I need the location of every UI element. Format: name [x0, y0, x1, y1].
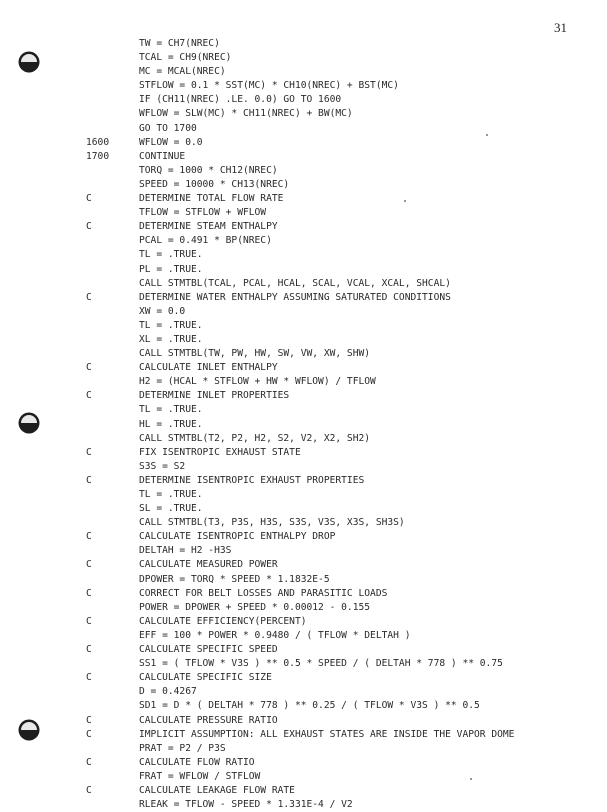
statement-text: SPEED = 10000 * CH13(NREC) [139, 178, 290, 190]
statement-label: 1600 [86, 136, 110, 148]
code-line [0, 784, 607, 798]
comment-text: IMPLICIT ASSUMPTION: ALL EXHAUST STATES ARE INSIDE THE VAPOR DOME [139, 728, 515, 740]
statement-text: TFLOW = STFLOW + WFLOW [139, 207, 267, 219]
code-line [0, 573, 607, 587]
code-line [0, 615, 607, 629]
comment-marker: C [86, 728, 92, 740]
code-line [0, 164, 607, 178]
code-line [0, 277, 607, 291]
comment-marker: C [86, 559, 92, 571]
comment-text: CALCULATE FLOW RATIO [139, 756, 255, 768]
code-line [0, 587, 607, 601]
code-line [0, 798, 607, 812]
code-line [0, 474, 607, 488]
statement-text: EFF = 100 * POWER * 0.9480 / ( TFLOW * DELTAH ) [139, 629, 411, 641]
code-line [0, 403, 607, 417]
statement-text: STFLOW = 0.1 * SST(MC) * CH10(NREC) + BST(MC) [139, 80, 399, 92]
comment-marker: C [86, 474, 92, 486]
code-line [0, 375, 607, 389]
code-line [0, 389, 607, 403]
statement-text: PCAL = 0.491 * BP(NREC) [139, 235, 272, 247]
statement-text: TORQ = 1000 * CH12(NREC) [139, 164, 278, 176]
comment-marker: C [86, 672, 92, 684]
statement-text: WFLOW = 0.0 [139, 136, 203, 148]
code-line [0, 770, 607, 784]
statement-text: HL = .TRUE. [139, 418, 203, 430]
comment-text: CALCULATE LEAKAGE FLOW RATE [139, 784, 295, 796]
statement-text: SD1 = D * ( DELTAH * 778 ) ** 0.25 / ( TFLOW * V3S ) ** 0.5 [139, 700, 480, 712]
comment-marker: C [86, 193, 92, 205]
statement-text: WFLOW = SLW(MC) * CH11(NREC) + BW(MC) [139, 108, 353, 120]
statement-text: TCAL = CH9(NREC) [139, 52, 232, 64]
code-line [0, 657, 607, 671]
statement-text: H2 = (HCAL * STFLOW + HW * WFLOW) / TFLOW [139, 376, 376, 388]
statement-text: D = 0.4267 [139, 686, 197, 698]
comment-text: DETERMINE TOTAL FLOW RATE [139, 193, 284, 205]
statement-text: TL = .TRUE. [139, 404, 203, 416]
code-line [0, 601, 607, 615]
code-line [0, 629, 607, 643]
code-line [0, 122, 607, 136]
code-line [0, 756, 607, 770]
statement-text: TL = .TRUE. [139, 489, 203, 500]
code-listing [0, 37, 607, 812]
code-line [0, 319, 607, 333]
comment-marker: C [86, 714, 92, 726]
code-line [0, 488, 607, 502]
comment-text: DETERMINE ISENTROPIC EXHAUST PROPERTIES [139, 474, 365, 486]
statement-text: RLEAK = TFLOW - SPEED * 1.331E-4 / V2 [139, 799, 353, 811]
code-line [0, 460, 607, 474]
comment-text: DETERMINE WATER ENTHALPY ASSUMING SATURATED CONDITIONS [139, 291, 451, 303]
comment-marker: C [86, 291, 92, 303]
statement-text: FRAT = WFLOW / STFLOW [139, 770, 261, 782]
comment-text: CALCULATE EFFICIENCY(PERCENT) [139, 615, 307, 627]
comment-text: CORRECT FOR BELT LOSSES AND PARASITIC LOADS [139, 587, 388, 599]
statement-text: PL = .TRUE. [139, 263, 203, 275]
comment-marker: C [86, 221, 92, 233]
code-line [0, 558, 607, 572]
comment-marker: C [86, 390, 92, 402]
code-line [0, 502, 607, 516]
statement-text: TL = .TRUE. [139, 319, 203, 331]
comment-marker: C [86, 644, 92, 656]
statement-text: S3S = S2 [139, 460, 186, 472]
comment-marker: C [86, 587, 92, 599]
code-line [0, 263, 607, 277]
statement-text: POWER = DPOWER + SPEED * 0.00012 - 0.155 [139, 601, 371, 613]
code-line [0, 742, 607, 756]
comment-marker: C [86, 615, 92, 627]
comment-text: CALCULATE MEASURED POWER [139, 559, 278, 571]
statement-text: DELTAH = H2 -H3S [139, 545, 232, 557]
comment-text: CALCULATE SPECIFIC SPEED [139, 644, 278, 656]
code-line [0, 418, 607, 432]
comment-text: DETERMINE STEAM ENTHALPY [139, 221, 278, 233]
page-number: 31 [554, 20, 567, 35]
code-line [0, 51, 607, 65]
code-line [0, 347, 607, 361]
code-line [0, 79, 607, 93]
statement-text: CONTINUE [139, 150, 186, 162]
statement-text: CALL STMTBL(T2, P2, H2, S2, V2, X2, SH2) [139, 432, 371, 444]
comment-text: CALCULATE SPECIFIC SIZE [139, 672, 272, 684]
code-line [0, 333, 607, 347]
statement-text: XW = 0.0 [139, 305, 186, 317]
comment-marker: C [86, 362, 92, 374]
comment-text: FIX ISENTROPIC EXHAUST STATE [139, 446, 301, 458]
code-line [0, 728, 607, 742]
code-line [0, 291, 607, 305]
comment-marker: C [86, 756, 92, 768]
comment-text: CALCULATE INLET ENTHALPY [139, 362, 278, 374]
code-line [0, 432, 607, 446]
code-line [0, 107, 607, 121]
statement-text: IF (CH11(NREC) .LE. 0.0) GO TO 1600 [139, 94, 342, 106]
code-line [0, 65, 607, 79]
code-line [0, 234, 607, 248]
statement-text: CALL STMTBL(TW, PW, HW, SW, VW, XW, SHW) [139, 348, 371, 360]
code-line [0, 544, 607, 558]
code-line [0, 37, 607, 51]
statement-text: XL = .TRUE. [139, 333, 203, 345]
statement-text: TL = .TRUE. [139, 249, 203, 261]
code-line [0, 643, 607, 657]
comment-marker: C [86, 784, 92, 796]
code-line [0, 192, 607, 206]
statement-text: SS1 = ( TFLOW * V3S ) ** 0.5 * SPEED / ( DELTAH * 778 ) ** 0.75 [139, 658, 503, 670]
statement-text: MC = MCAL(NREC) [139, 66, 226, 78]
comment-marker: C [86, 531, 92, 543]
comment-text: CALCULATE PRESSURE RATIO [139, 714, 278, 726]
code-line [0, 699, 607, 713]
code-line [0, 248, 607, 262]
statement-text: TW = CH7(NREC) [139, 38, 220, 49]
code-line [0, 150, 607, 164]
statement-text: GO TO 1700 [139, 122, 197, 134]
comment-text: DETERMINE INLET PROPERTIES [139, 390, 290, 402]
statement-label: 1700 [86, 150, 110, 162]
code-line [0, 93, 607, 107]
code-line [0, 136, 607, 150]
comment-text: CALCULATE ISENTROPIC ENTHALPY DROP [139, 531, 336, 543]
code-line [0, 206, 607, 220]
statement-text: CALL STMTBL(TCAL, PCAL, HCAL, SCAL, VCAL, XCAL, SHCAL) [139, 277, 451, 289]
statement-text: SL = .TRUE. [139, 503, 203, 515]
code-line [0, 714, 607, 728]
statement-text: CALL STMTBL(T3, P3S, H3S, S3S, V3S, X3S, SH3S) [139, 517, 405, 529]
code-line [0, 178, 607, 192]
code-line [0, 516, 607, 530]
code-line [0, 685, 607, 699]
code-line [0, 446, 607, 460]
code-line [0, 530, 607, 544]
comment-marker: C [86, 446, 92, 458]
code-line [0, 361, 607, 375]
code-line [0, 220, 607, 234]
code-line [0, 305, 607, 319]
statement-text: PRAT = P2 / P3S [139, 742, 226, 754]
code-line [0, 671, 607, 685]
statement-text: DPOWER = TORQ * SPEED * 1.1832E-5 [139, 573, 330, 585]
